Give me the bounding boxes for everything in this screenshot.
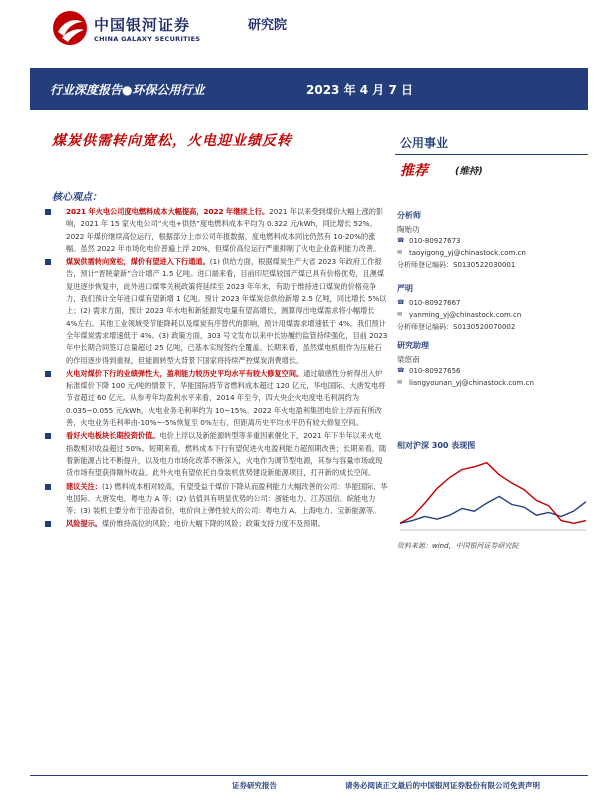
report-category: 行业深度报告●环保公用行业 [50, 83, 205, 97]
bullet-square-icon [45, 433, 51, 439]
galaxy-logo-icon [52, 10, 88, 46]
list-item [40, 256, 388, 367]
cert-code: 分析师登记编码：S0130522030001 [397, 261, 516, 269]
bullet-square-icon [45, 484, 51, 490]
point-body: 电价上浮以及新能源转型等多重因素催化下，2021 年下半年以来火电指数相对收益超过 50%。短期来看，燃料成本下行有望促进火电盈利能力超预期改善；长期来看，随着新能源占比不断提升，以及电力市场化改革不断深入，火电作为调节型电源，其参与容量市场或现货市场有望获得额外收益。此外火电有望依托自身装机优势建设新能源项目，打开新的成长空间。 [66, 431, 387, 478]
bullet-square-icon [45, 521, 51, 527]
phone-icon: ☎ [397, 367, 405, 374]
analyst-cert [397, 321, 587, 333]
analyst-phone [397, 235, 587, 247]
bullet-square-icon [45, 259, 51, 265]
point-body: (1) 燃料成本相对较高，有望受益于煤价下降从而盈利能力大幅改善的公司：华能国际、华电国际、大唐发电、粤电力 A 等；(2) 估值具有明显优势的公司：浙能电力、江苏国信、皖能电力等；(3) 装机主要分布于沿海省份，电价向上弹性较大的公司：粤电力 A、上海电力、宝新能源等。 [66, 481, 388, 516]
list-item [40, 518, 388, 530]
core-points-list [40, 206, 388, 532]
email-address[interactable]: taoyigong_yj@chinastock.com.cn [409, 249, 526, 257]
report-banner [30, 68, 588, 110]
footer-disclaimer: 请务必阅读正文最后的中国银河证券股份有限公司免责声明 [345, 781, 540, 790]
email-address[interactable]: yanming_yj@chinastock.com.cn [409, 311, 522, 319]
analyst-cert [397, 259, 587, 271]
list-item [40, 481, 388, 518]
analyst-phone [397, 297, 587, 309]
series-line-1 [400, 463, 586, 524]
email-address[interactable]: liangyounan_yj@chinastock.com.cn [409, 379, 534, 387]
list-item [40, 206, 388, 255]
analyst-block [397, 210, 587, 271]
analyst-name: 陶贻功 [397, 225, 420, 234]
point-body: 煤价维持高位的风险；电价大幅下降的风险；政策支持力度不及预期。 [101, 519, 325, 529]
right-divider [395, 154, 588, 155]
analyst-label: 分析师 [397, 211, 421, 220]
core-points-title: 核心观点： [52, 192, 102, 203]
point-heading: 煤炭供需转向宽松，煤价有望进入下行通道。 [66, 257, 210, 267]
point-heading: 建议关注： [66, 481, 102, 491]
phone-number: 010-80927673 [409, 237, 461, 245]
footer-label: 证券研究报告 [232, 781, 277, 790]
email-icon: ✉ [397, 379, 403, 386]
footer-rule [30, 775, 588, 776]
analyst-email [397, 247, 587, 259]
bullet-square-icon [45, 209, 51, 215]
phone-number: 010-80927667 [409, 299, 461, 307]
assistant-email [397, 377, 587, 389]
list-item [40, 430, 388, 479]
analyst-name: 严明 [397, 284, 413, 293]
phone-icon: ☎ [397, 237, 405, 244]
email-icon: ✉ [397, 311, 403, 318]
chart-source: 资料来源：wind，中国银河证券研究院 [397, 542, 519, 550]
sector-label: 公用事业 [400, 136, 449, 150]
company-logo [52, 10, 288, 50]
logo-chinese-name: 中国银河证券 [94, 16, 191, 34]
report-date: 2023 年 4 月 7 日 [306, 83, 413, 97]
point-heading: 风险提示。 [66, 519, 102, 529]
rating-label: 推荐 [400, 163, 428, 179]
analyst-email [397, 309, 587, 321]
point-body: 2021 年以来受到煤价大幅上涨的影响，2021 年 15 家火电公司“火电+供热”度电燃料成本平均为 0.322 元/kWh，同比增长 52%。2022 年煤价继续高位运行，根据部分上市公司年报数据，度电燃料成本同比仍然有 10-20%的涨幅。虽然 2022 年市场化电价普遍上浮 20%，但煤价高位运行严重抑制了火电企业盈利能力改善。 [66, 207, 384, 253]
point-heading: 看好火电板块长期投资价值。 [66, 431, 160, 441]
point-body: (1) 供给方面，根据煤炭生产大省 2023 年政府工作报告，预计“晋陕蒙新”合计增产 1.5 亿吨。进口端来看，目前印尼煤较国产煤已具有价格优势，且澳煤复进逐步恢复中，此外进口煤零关税政策将延续至 2023 年年末，有助于维持进口煤炭的价格竞争力，我们预计全年进口煤有望新增 1 亿吨。预计 2023 年煤炭总供给新增 2.5 亿吨，同比增长 5%以上；(2) 需求方面，预计 2023 年水电和新能源发电量有望高增长，测算得出电煤需求将小幅增长 4%左右。其他工业领域受节能降耗以及煤炭有序替代的影响，预计用煤需求增速低于 4%。我们预计全年煤炭需求增速低于 4%。(3) 政策方面，303 号文发布以来中长协履约监管持续强化，目前 2023 年中长期合同签订总量超过 25 亿吨，已基本实现签约全覆盖。长期来看，虽然煤电机组作为压舱石的作用逐步得到重视，但能源转型大背景下国家将持续严控煤炭消费增长。 [66, 257, 388, 365]
list-item [40, 368, 388, 429]
assistant-block [397, 340, 587, 389]
report-title: 煤炭供需转向宽松，火电迎业绩反转 [52, 133, 292, 149]
rating-note: (维持) [455, 166, 483, 177]
cert-code: 分析师登记编码：S0130520070002 [397, 323, 516, 331]
point-heading: 火电对煤价下行的业绩弹性大，盈利能力较历史平均水平有较大修复空间。 [66, 368, 304, 378]
logo-subtitle: 研究院 [248, 18, 288, 33]
bullet-square-icon [45, 371, 51, 377]
point-body: 通过敏感性分析得出入炉标准煤价下降 100 元/吨的情景下，华能国际将节省燃料成本超过 120 亿元，华电国际、大唐发电将节省超过 60 亿元。从参考年均盈利水平来看，2014 年至今，四大央企火电度电毛利润约为 0.035~0.055 元/kWh，火电业务毛利率约为 10~15%。2022 年火电盈利集团电价上浮而有所改善，火电业务毛利率由-10%~-5%恢复至 0%左右，但距离历史平均水平仍有较大修复空间。 [66, 368, 386, 428]
assistant-name: 梁悠南 [397, 355, 420, 364]
assistant-label: 研究助理 [397, 341, 429, 350]
phone-number: 010-80927656 [409, 367, 461, 375]
chart-title: 相对沪深 300 表现图 [397, 441, 476, 450]
logo-english-name: CHINA GALAXY SECURITIES [94, 35, 201, 43]
relative-performance-chart [396, 452, 588, 534]
email-icon: ✉ [397, 249, 403, 256]
point-heading: 2021 年火电公司度电燃料成本大幅提高，2022 年继续上行。 [66, 207, 270, 216]
phone-icon: ☎ [397, 299, 405, 306]
assistant-phone [397, 365, 587, 377]
analyst-block [397, 283, 587, 333]
